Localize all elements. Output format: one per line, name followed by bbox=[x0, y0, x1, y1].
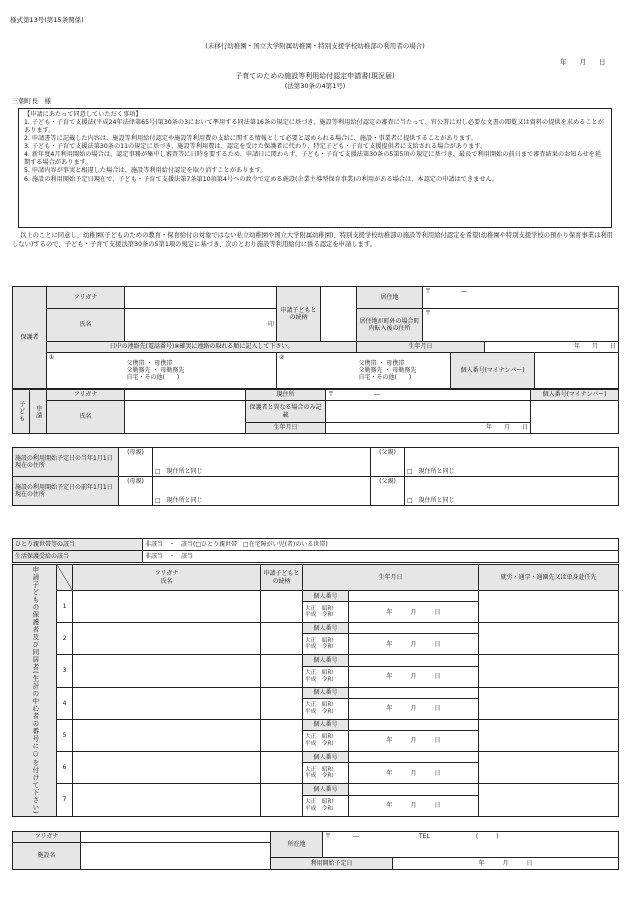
household-relation-field[interactable] bbox=[261, 687, 303, 719]
mynumber-field[interactable] bbox=[349, 719, 479, 730]
mynumber-label: 個人番号 bbox=[303, 719, 349, 730]
form-title: 子育てのための施設等利用給付認定申請書(現況届) bbox=[235, 72, 395, 80]
contact-option: 父携帯 ・ 母携帯 bbox=[126, 359, 173, 367]
contact-1-marker: ① bbox=[49, 354, 55, 361]
same-address-checkbox[interactable]: □ 現住所と同じ bbox=[407, 496, 455, 504]
household-row-number[interactable]: 4 bbox=[57, 687, 73, 719]
child-address-detail[interactable] bbox=[326, 401, 531, 423]
child-address-note: 保護者と異なる場合のみ記載 bbox=[246, 401, 326, 423]
mynumber-field[interactable] bbox=[349, 591, 479, 602]
era-option: 平成 令和 bbox=[305, 612, 333, 619]
jan-address-prev-label: 施設の利用開始予定日の前年1月1日現在の住所 bbox=[13, 477, 119, 506]
household-relation-header: 申請子どもとの続柄 bbox=[261, 565, 303, 591]
household-name-field[interactable] bbox=[73, 623, 261, 655]
guardian-birthdate-label: 生年月日 bbox=[357, 342, 485, 353]
child-mynumber-field[interactable] bbox=[531, 401, 619, 434]
facility-furigana-label: フリガナ bbox=[13, 832, 81, 843]
household-name-header bbox=[73, 565, 261, 591]
postal-mark: 〒 bbox=[325, 833, 332, 840]
era-option: 平成 令和 bbox=[305, 805, 333, 812]
birthdate-field[interactable]: 年 月 日 bbox=[349, 602, 479, 623]
mynumber-label: 個人番号 bbox=[303, 623, 349, 634]
household-row-number[interactable]: 1 bbox=[57, 591, 73, 623]
household-work-header: 就労・通学・通園先又は単身赴任先 bbox=[479, 565, 619, 591]
household-work-field[interactable] bbox=[479, 752, 619, 784]
contact-1-type[interactable] bbox=[125, 353, 277, 389]
child-mynumber-label: 個人番号(マイナンバー) bbox=[531, 390, 619, 401]
era-option: 平成 令和 bbox=[305, 676, 333, 683]
guardian-address-out-label: 居住地が町外の場合町内転入後の住所 bbox=[357, 309, 423, 342]
mother-address-current[interactable] bbox=[153, 448, 371, 477]
note-item: 1. 子ども・子育て支援法(平成24年法律第65号)第30条の3において準用する同法第16条の規定に基づき、施設等利用給付認定の審査に当たって、官公署に対し必要な文書の閲覧又は資料の提供を求めることがあります。 bbox=[24, 119, 604, 135]
era-options[interactable] bbox=[303, 666, 349, 687]
consent-notes bbox=[18, 108, 612, 228]
child-table bbox=[12, 389, 619, 434]
household-relation-field[interactable] bbox=[261, 623, 303, 655]
household-relation-field[interactable] bbox=[261, 752, 303, 784]
child-section-label: 子ども bbox=[13, 390, 30, 434]
welfare-label: 生活保護受給の該当 bbox=[13, 551, 143, 563]
era-option: 大正 昭和 bbox=[305, 605, 333, 612]
father-address-prev[interactable] bbox=[405, 477, 619, 506]
addressee: 三朝町長 様 bbox=[12, 97, 51, 105]
household-row-number[interactable]: 7 bbox=[57, 784, 73, 816]
furigana-header: フリガナ bbox=[154, 570, 179, 578]
note-item: 5. 申請内容が事実と相違した場合は、施設等利用給付認定を取り消すことがあります。 bbox=[24, 167, 267, 175]
era-options[interactable] bbox=[303, 795, 349, 816]
contact-option: 父勤務先 ・ 母勤務先 bbox=[126, 366, 185, 374]
child-birthdate-label: 生年月日 bbox=[246, 423, 326, 434]
era-option: 大正 昭和 bbox=[305, 798, 333, 805]
contact-2-marker: ② bbox=[279, 354, 285, 361]
welfare-field[interactable]: 非該当 ・ 該当 bbox=[143, 551, 619, 563]
contact-2-number[interactable] bbox=[277, 353, 357, 389]
household-row-number[interactable]: 5 bbox=[57, 719, 73, 751]
child-furigana-label: フリガナ bbox=[47, 390, 125, 401]
guardian-furigana-label: フリガナ bbox=[47, 287, 125, 309]
mynumber-field[interactable] bbox=[349, 655, 479, 666]
household-work-field[interactable] bbox=[479, 687, 619, 719]
notes-heading: 【申請にあたって同意していただく事項】 bbox=[24, 111, 142, 118]
note-item: 2. 申請書等に記載した内容は、施設等利用給付認定や施設等利用費の支給に関する情報として必要と認められる場合に、施設・事業者に提供することがあります。 bbox=[24, 135, 477, 143]
mynumber-label: 個人番号 bbox=[303, 591, 349, 602]
era-options[interactable] bbox=[303, 731, 349, 752]
guardian-table bbox=[12, 286, 619, 389]
father-label: (父親) bbox=[371, 448, 405, 477]
household-row-number[interactable]: 6 bbox=[57, 752, 73, 784]
jan-address-table bbox=[12, 447, 619, 506]
postal-mark: 〒 bbox=[425, 288, 432, 295]
household-name-field[interactable] bbox=[73, 687, 261, 719]
mynumber-field[interactable] bbox=[349, 784, 479, 795]
contact-option: 父勤務先 ・ 母勤務先 bbox=[358, 366, 417, 374]
facility-location-label: 所在地 bbox=[271, 832, 323, 858]
facility-name-label: 施設名 bbox=[13, 843, 81, 870]
agreement-statement: 以上のことに同意し、幼稚園(子どものための教育・保育給付の対象ではない私立幼稚園や国立大学附属幼稚園)、特別支援学校幼稚部の施設等利用給付認定を希望(幼稚園や特別支援学校の預かり保育事業は利用しない)するので、子ども・子育て支援法第30条の5第1項の規定に基づき、次のとおり施設等利用給付に係る認定を申請します。 bbox=[12, 232, 613, 248]
header-note: (未移行幼稚園・国立大学附属幼稚園・特別支援学校幼稚部の利用者の場合) bbox=[205, 42, 425, 50]
household-name-field[interactable] bbox=[73, 784, 261, 816]
guardian-furigana-field[interactable] bbox=[125, 287, 277, 309]
postal-mark: 〒 bbox=[425, 310, 432, 317]
era-option: 大正 昭和 bbox=[305, 734, 333, 741]
era-options[interactable] bbox=[303, 634, 349, 655]
era-option: 大正 昭和 bbox=[305, 702, 333, 709]
note-item: 6. 施設の利用開始予定日現在で、子ども・子育て支援法第7条第10項第4号への政令で定める施設(企業主導型保育事業)の利用がある場合は、本認定の申請はできません。 bbox=[24, 175, 499, 183]
guardian-address-label: 居住地 bbox=[357, 287, 423, 309]
seal-mark: 印 bbox=[267, 321, 274, 329]
form-number: 様式第13号(第15条関係) bbox=[10, 16, 84, 24]
single-parent-label: ひとり親世帯等の該当 bbox=[13, 539, 143, 551]
child-sub-label: 申請 bbox=[30, 390, 47, 434]
same-address-checkbox[interactable]: □ 現住所と同じ bbox=[155, 496, 203, 504]
birthdate-field[interactable]: 年 月 日 bbox=[349, 795, 479, 816]
mynumber-label: 個人番号 bbox=[303, 655, 349, 666]
household-work-field[interactable] bbox=[479, 623, 619, 655]
guardian-relation-field[interactable] bbox=[321, 287, 357, 342]
guardian-contact-note: 日中の連絡先(電話番号)※確実に連絡の取れる順に記入して下さい。 bbox=[47, 342, 357, 353]
child-name-field[interactable] bbox=[125, 401, 246, 434]
mynumber-label: 個人番号 bbox=[303, 784, 349, 795]
birthdate-field[interactable]: 年 月 日 bbox=[349, 666, 479, 687]
single-parent-field[interactable]: 非該当 ・ 該当(□ひとり親世帯 □在宅障がい児(者)のいる世帯) bbox=[143, 539, 619, 551]
household-relation-field[interactable] bbox=[261, 591, 303, 623]
contact-2-type[interactable] bbox=[357, 353, 451, 389]
guardian-birthdate-field[interactable]: 年 月 日 bbox=[485, 342, 619, 353]
era-options[interactable] bbox=[303, 602, 349, 623]
father-label: (父親) bbox=[371, 477, 405, 506]
guardian-name-label: 氏名 bbox=[47, 309, 125, 342]
guardian-mynumber-field[interactable] bbox=[535, 353, 619, 389]
era-option: 大正 昭和 bbox=[305, 637, 333, 644]
mother-label: (母親) bbox=[119, 477, 153, 506]
same-address-checkbox[interactable]: □ 現住所と同じ bbox=[155, 467, 203, 475]
postal-dash: ― bbox=[374, 391, 381, 399]
facility-start-field[interactable]: 年 月 日 bbox=[393, 858, 619, 870]
birthdate-field[interactable]: 年 月 日 bbox=[349, 698, 479, 719]
household-name-field[interactable] bbox=[73, 591, 261, 623]
household-relation-field[interactable] bbox=[261, 655, 303, 687]
birthdate-field[interactable]: 年 月 日 bbox=[349, 634, 479, 655]
tel-area-code: ( ) bbox=[475, 833, 499, 840]
jan-address-current-label: 施設の利用開始予定日の当年1月1日現在の住所 bbox=[13, 448, 119, 477]
postal-mark: 〒 bbox=[328, 391, 335, 399]
birthdate-field[interactable]: 年 月 日 bbox=[349, 763, 479, 784]
mynumber-label: 個人番号 bbox=[303, 687, 349, 698]
mother-address-prev[interactable] bbox=[153, 477, 371, 506]
guardian-address-out-field[interactable] bbox=[423, 309, 619, 342]
form-subtitle: (法第30条の4第1号) bbox=[284, 82, 346, 90]
era-option: 大正 昭和 bbox=[305, 766, 333, 773]
postal-dash: ― bbox=[461, 288, 468, 295]
birthdate-field[interactable]: 年 月 日 bbox=[349, 731, 479, 752]
contact-option: 父携帯 ・ 母携帯 bbox=[358, 359, 405, 367]
note-item: 4. 新年度4月利用開始の場合は、認定事務が集中し審査等に日時を要するため、申請日に関わらず、子ども・子育て支援法第30条の5第5項の規定に基づき、最長で利用開始の前日まで審査結果のお知らせを延期する場合があります。 bbox=[24, 151, 602, 167]
father-address-current[interactable] bbox=[405, 448, 619, 477]
child-address-label: 現住所 bbox=[246, 390, 326, 401]
era-option: 大正 昭和 bbox=[305, 669, 333, 676]
household-table bbox=[12, 564, 619, 817]
tel-label: TEL bbox=[419, 833, 430, 840]
guardian-name-field[interactable] bbox=[125, 309, 277, 342]
household-name-field[interactable] bbox=[73, 655, 261, 687]
facility-table bbox=[12, 831, 619, 870]
child-name-label: 氏名 bbox=[47, 401, 125, 434]
era-options[interactable] bbox=[303, 763, 349, 784]
contact-option: 自宅・その他( ) bbox=[358, 374, 412, 382]
era-option: 平成 令和 bbox=[305, 773, 333, 780]
application-date[interactable]: 年 月 日 bbox=[560, 58, 606, 66]
household-relation-field[interactable] bbox=[261, 719, 303, 751]
guardian-mynumber-label: 個人番号(マイナンバー) bbox=[451, 353, 535, 389]
name-header: 氏名 bbox=[160, 577, 173, 585]
facility-furigana-field[interactable] bbox=[81, 832, 271, 843]
household-side-label: 申請子どもの保護者及び同居者(生計の中心者の番号に○を付けて下さい) bbox=[13, 565, 57, 817]
household-work-field[interactable] bbox=[479, 784, 619, 816]
household-name-field[interactable] bbox=[73, 719, 261, 751]
diagonal-cell bbox=[57, 565, 73, 591]
household-work-field[interactable] bbox=[479, 591, 619, 623]
mynumber-field[interactable] bbox=[349, 752, 479, 763]
facility-location-field[interactable] bbox=[323, 832, 619, 858]
note-item: 3. 子ども・子育て支援法第30条の11の規定に基づき、施設等利用費は、認定を受けた保護者に代わり、特定子ども・子育て支援提供者に支給される場合があります。 bbox=[24, 143, 487, 151]
facility-name-field[interactable] bbox=[81, 843, 271, 870]
household-work-field[interactable] bbox=[479, 719, 619, 751]
household-row-number[interactable]: 3 bbox=[57, 655, 73, 687]
household-relation-field[interactable] bbox=[261, 784, 303, 816]
era-option: 平成 令和 bbox=[305, 708, 333, 715]
child-furigana-field[interactable] bbox=[125, 390, 246, 401]
household-work-field[interactable] bbox=[479, 655, 619, 687]
status-table bbox=[12, 538, 619, 563]
facility-start-label: 利用開始予定日 bbox=[271, 858, 393, 870]
contact-option: 自宅・その他( ) bbox=[126, 374, 180, 382]
mynumber-label: 個人番号 bbox=[303, 752, 349, 763]
era-options[interactable] bbox=[303, 698, 349, 719]
era-option: 平成 令和 bbox=[305, 644, 333, 651]
guardian-address-field[interactable] bbox=[423, 287, 619, 309]
child-address-field[interactable] bbox=[326, 390, 531, 401]
postal-dash: ― bbox=[353, 833, 360, 840]
household-name-field[interactable] bbox=[73, 752, 261, 784]
child-birthdate-field[interactable]: 年 月 日 bbox=[326, 423, 531, 434]
same-address-checkbox[interactable]: □ 現住所と同じ bbox=[407, 467, 455, 475]
household-row-number[interactable]: 2 bbox=[57, 623, 73, 655]
mother-label: (母親) bbox=[119, 448, 153, 477]
guardian-section-label: 保護者 bbox=[13, 287, 47, 389]
household-birth-header: 生年月日 bbox=[303, 565, 479, 591]
era-option: 平成 令和 bbox=[305, 741, 333, 748]
contact-1-number[interactable] bbox=[47, 353, 125, 389]
mynumber-field[interactable] bbox=[349, 623, 479, 634]
guardian-relation-label: 申請子どもとの続柄 bbox=[277, 287, 321, 342]
mynumber-field[interactable] bbox=[349, 687, 479, 698]
